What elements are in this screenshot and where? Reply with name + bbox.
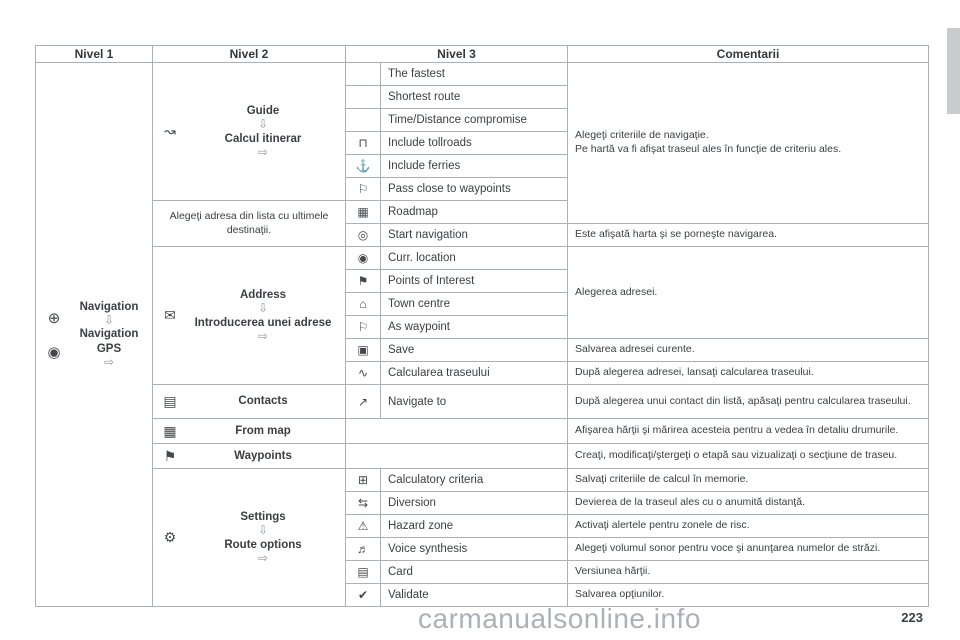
start-navigation-icon: ◎ (357, 228, 369, 242)
page-number: 223 (901, 610, 923, 625)
poi-icon: ⚑ (357, 274, 369, 288)
level3-icon-cell (346, 339, 381, 362)
level3-icon-cell (346, 293, 381, 316)
waypoints-icon: ⚑ (163, 447, 177, 464)
level2-address-cell (153, 247, 346, 385)
comment-cell: Creaţi, modificaţi/ştergeţi o etapă sau vizualizaţi o secţiune de traseu. (568, 444, 929, 469)
table-row (36, 419, 929, 444)
comment-cell: Salvaţi criteriile de calcul în memorie. (568, 469, 929, 492)
level3-item: Start navigation (381, 224, 568, 247)
address-icon: ✉ (164, 307, 176, 323)
hazard-zone-icon: ⚠ (357, 519, 369, 533)
level3-icon-cell (346, 492, 381, 515)
route-calculation-icon: ∿ (357, 366, 369, 380)
comment-cell: După alegerea unui contact din listă, apăsaţi pentru calcularea traseului. (568, 385, 929, 419)
level2-settings-cell (153, 469, 346, 607)
level3-item: Points of Interest (381, 270, 568, 293)
calculatory-criteria-icon: ⊞ (357, 473, 369, 487)
column-header-nivel2: Nivel 2 (153, 46, 346, 63)
level3-item: Validate (381, 584, 568, 607)
level2-guide-note-cell: Alegeţi adresa din lista cu ultimele destinaţii. (153, 201, 346, 247)
level3-icon-cell (346, 584, 381, 607)
navigation-menu-table (35, 45, 929, 607)
level2-guide-subtitle: Calcul itinerar (224, 132, 302, 145)
level3-icon-cell (346, 132, 381, 155)
column-header-nivel1: Nivel 1 (36, 46, 153, 63)
level3-item: Diversion (381, 492, 568, 515)
level3-icon-cell (346, 201, 381, 224)
watermark: carmanualsonline.info (418, 603, 701, 634)
level3-item: Hazard zone (381, 515, 568, 538)
arrow-down-icon: ⇩ (257, 523, 269, 538)
level3-icon-cell (346, 385, 381, 419)
level3-item: Card (381, 561, 568, 584)
ferry-icon: ⚓ (355, 159, 371, 173)
level3-item: Save (381, 339, 568, 362)
town-centre-icon: ⌂ (359, 297, 367, 311)
level3-empty-cell (346, 444, 568, 469)
arrow-down-icon: ⇩ (103, 313, 115, 328)
level3-item: Pass close to waypoints (381, 178, 568, 201)
comment-cell: Alegerea adresei. (568, 247, 929, 339)
level3-icon-cell (346, 316, 381, 339)
contacts-icon: ▤ (163, 393, 177, 409)
chapter-tab (947, 28, 960, 114)
table-row (36, 63, 929, 86)
column-header-comentarii: Comentarii (568, 46, 929, 63)
level1-subtitle: Navigation GPS (79, 328, 139, 355)
level2-settings-title: Settings (240, 510, 286, 523)
comment-cell: Devierea de la traseul ales cu o anumită distanţă. (568, 492, 929, 515)
as-waypoint-icon: ⚐ (357, 320, 369, 334)
arrow-down-icon: ⇩ (257, 301, 269, 316)
level3-icon-cell (346, 247, 381, 270)
level3-item: Calcularea traseului (381, 362, 568, 385)
level2-from-map-label: From map (235, 424, 291, 437)
level2-guide-title: Guide (246, 104, 280, 117)
level3-icon-cell (346, 362, 381, 385)
level3-icon-cell (346, 178, 381, 201)
level3-icon-cell (346, 109, 381, 132)
navigate-to-icon: ↗ (357, 394, 369, 409)
tollroads-icon: ⊓ (358, 136, 368, 150)
from-map-icon: ▦ (163, 422, 177, 439)
comment-cell: Este afişată harta şi se porneşte navigarea. (568, 224, 929, 247)
level2-address-subtitle: Introducerea unei adrese (194, 316, 332, 329)
level3-item: As waypoint (381, 316, 568, 339)
table-row (36, 385, 929, 419)
level3-icon-cell (346, 270, 381, 293)
comment-cell: Salvarea adresei curente. (568, 339, 929, 362)
level3-item: Include tollroads (381, 132, 568, 155)
level3-item: Calculatory criteria (381, 469, 568, 492)
comment-cell: Versiunea hărţii. (568, 561, 929, 584)
comment-cell: Salvarea opţiunilor. (568, 584, 929, 607)
arrow-right-icon: ⇨ (257, 328, 269, 343)
level3-item: The fastest (381, 63, 568, 86)
arrow-right-icon: ⇨ (103, 355, 115, 370)
level3-item: Roadmap (381, 201, 568, 224)
level3-icon-cell (346, 469, 381, 492)
level2-contacts-label: Contacts (238, 395, 288, 408)
level1-title: Navigation (79, 300, 139, 313)
level2-waypoints-label: Waypoints (234, 449, 292, 462)
guide-icon: ↝ (164, 123, 176, 139)
comment-cell: Activaţi alertele pentru zonele de risc. (568, 515, 929, 538)
level2-guide-cell (153, 63, 346, 201)
column-header-nivel3: Nivel 3 (346, 46, 568, 63)
level3-icon-cell (346, 515, 381, 538)
table-row (36, 469, 929, 492)
comment-text: Alegeţi criteriile de navigaţie. (575, 129, 709, 142)
comment-text: Pe hartă va fi afişat traseul ales în funcţie de criteriu ales. (575, 143, 842, 155)
header-row (36, 46, 929, 63)
validate-check-icon: ✔ (357, 588, 369, 602)
arrow-right-icon: ⇨ (257, 144, 269, 159)
level3-item: Navigate to (381, 385, 568, 419)
arrow-down-icon: ⇩ (257, 117, 269, 132)
level3-item: Voice synthesis (381, 538, 568, 561)
level3-item: Include ferries (381, 155, 568, 178)
level3-item: Town centre (381, 293, 568, 316)
level3-empty-cell (346, 419, 568, 444)
level2-settings-subtitle: Route options (224, 538, 302, 551)
level3-icon-cell (346, 561, 381, 584)
level2-address-title: Address (239, 288, 287, 301)
settings-icon: ⚙ (163, 529, 177, 545)
diversion-icon: ⇆ (357, 496, 369, 510)
level3-icon-cell (346, 86, 381, 109)
comment-cell: După alegerea adresei, lansaţi calcularea traseului. (568, 362, 929, 385)
comment-cell (568, 63, 929, 224)
level3-item: Shortest route (381, 86, 568, 109)
level3-icon-cell (346, 63, 381, 86)
waypoint-flag-icon: ⚐ (357, 182, 369, 196)
level2-from-map-cell (153, 419, 346, 444)
level1-navigation-cell (36, 63, 153, 607)
map-card-icon: ▤ (357, 565, 369, 579)
arrow-right-icon: ⇨ (257, 550, 269, 565)
voice-synthesis-icon: ♬ (357, 542, 369, 556)
level3-icon-cell (346, 538, 381, 561)
comment-cell: Alegeţi volumul sonor pentru voce şi anunţarea numelor de străzi. (568, 538, 929, 561)
table-row (36, 444, 929, 469)
navigation-gps-icon: ◉ (47, 343, 61, 361)
current-location-icon: ◉ (357, 251, 369, 265)
level3-item: Time/Distance compromise (381, 109, 568, 132)
comment-cell: Afişarea hărţii şi mărirea acesteia pentru a vedea în detaliu drumurile. (568, 419, 929, 444)
level3-icon-cell (346, 155, 381, 178)
level2-contacts-cell (153, 385, 346, 419)
table-row (36, 247, 929, 270)
save-icon: ▣ (357, 343, 369, 357)
level3-item: Curr. location (381, 247, 568, 270)
level3-icon-cell (346, 224, 381, 247)
navigation-target-icon: ⊕ (47, 309, 61, 327)
roadmap-icon: ▦ (357, 205, 369, 219)
level2-waypoints-cell (153, 444, 346, 469)
